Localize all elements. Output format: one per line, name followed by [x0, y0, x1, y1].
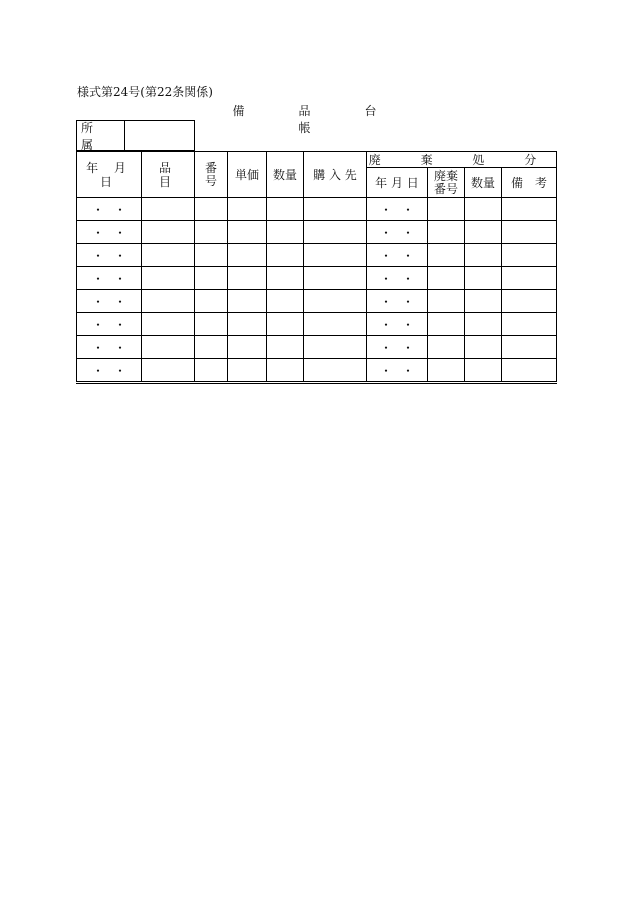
disposal-date-cell[interactable]: [367, 313, 428, 336]
disposal-quantity-cell[interactable]: [465, 198, 502, 221]
date-separators: [375, 364, 419, 378]
remarks-cell[interactable]: [502, 336, 557, 359]
number-cell[interactable]: [195, 313, 228, 336]
vendor-cell[interactable]: [304, 198, 367, 221]
date-separator: ・: [91, 294, 104, 309]
header-disposal-number: [428, 168, 465, 198]
disposal-quantity-cell[interactable]: [465, 359, 502, 383]
item-cell[interactable]: [142, 313, 195, 336]
date-separator: ・: [379, 225, 392, 240]
date-cell[interactable]: [77, 359, 142, 383]
disposal-date-cell[interactable]: [367, 267, 428, 290]
header-disposal-quantity: 数量: [465, 168, 502, 198]
item-cell[interactable]: [142, 359, 195, 383]
header-number-bottom: 号: [204, 173, 217, 188]
quantity-cell[interactable]: [267, 290, 304, 313]
unit-price-cell[interactable]: [228, 359, 267, 383]
date-separator: ・: [401, 317, 414, 332]
affiliation-value-field[interactable]: [125, 121, 194, 150]
header-date: 年 月 日: [77, 152, 142, 198]
table-row: [77, 244, 557, 267]
vendor-cell[interactable]: [304, 244, 367, 267]
affiliation-label: 所 属: [77, 121, 125, 150]
disposal-quantity-cell[interactable]: [465, 244, 502, 267]
header-disposal-number-top: 廃棄: [433, 168, 458, 183]
quantity-cell[interactable]: [267, 313, 304, 336]
date-separator: ・: [379, 294, 392, 309]
date-separator: ・: [379, 317, 392, 332]
number-cell[interactable]: [195, 290, 228, 313]
date-separator: ・: [401, 294, 414, 309]
table-row: [77, 359, 557, 383]
vendor-cell[interactable]: [304, 290, 367, 313]
date-separators: [87, 203, 131, 217]
date-separator: ・: [379, 248, 392, 263]
header-item: 品 目: [142, 152, 195, 198]
number-cell[interactable]: [195, 244, 228, 267]
date-separator: ・: [91, 248, 104, 263]
vendor-cell[interactable]: [304, 313, 367, 336]
disposal-date-cell[interactable]: [367, 244, 428, 267]
date-separator: ・: [91, 363, 104, 378]
disposal-date-cell[interactable]: [367, 359, 428, 383]
form-number: 様式第24号(第22条関係): [77, 85, 213, 99]
disposal-quantity-cell[interactable]: [465, 336, 502, 359]
date-separator: ・: [113, 294, 126, 309]
ledger-body: [77, 198, 557, 383]
disposal-number-cell[interactable]: [428, 267, 465, 290]
header-unit-price: 単価: [228, 152, 267, 198]
date-separators: [87, 341, 131, 355]
date-separators: [87, 295, 131, 309]
date-cell[interactable]: [77, 267, 142, 290]
header-remarks: 備 考: [502, 168, 557, 198]
date-cell[interactable]: [77, 336, 142, 359]
remarks-cell[interactable]: [502, 198, 557, 221]
unit-price-cell[interactable]: [228, 336, 267, 359]
date-separator: ・: [91, 271, 104, 286]
date-separator: ・: [113, 248, 126, 263]
date-separators: [375, 295, 419, 309]
unit-price-cell[interactable]: [228, 290, 267, 313]
number-cell[interactable]: [195, 336, 228, 359]
date-separators: [87, 226, 131, 240]
date-separators: [375, 203, 419, 217]
date-separators: [375, 341, 419, 355]
date-separator: ・: [379, 271, 392, 286]
date-separator: ・: [379, 363, 392, 378]
disposal-number-cell[interactable]: [428, 313, 465, 336]
vendor-cell[interactable]: [304, 267, 367, 290]
date-separator: ・: [113, 271, 126, 286]
item-cell[interactable]: [142, 290, 195, 313]
disposal-quantity-cell[interactable]: [465, 313, 502, 336]
disposal-number-cell[interactable]: [428, 221, 465, 244]
date-separator: ・: [379, 202, 392, 217]
remarks-cell[interactable]: [502, 290, 557, 313]
vendor-cell[interactable]: [304, 336, 367, 359]
date-separator: ・: [113, 225, 126, 240]
date-separator: ・: [379, 340, 392, 355]
table-row: [77, 267, 557, 290]
page-title: 備 品 台 帳: [232, 104, 431, 135]
date-separator: ・: [91, 202, 104, 217]
disposal-number-cell[interactable]: [428, 290, 465, 313]
equipment-ledger-table: [76, 151, 557, 384]
date-separator: ・: [91, 225, 104, 240]
table-row: [77, 221, 557, 244]
date-separators: [87, 364, 131, 378]
table-row: [77, 313, 557, 336]
unit-price-cell[interactable]: [228, 313, 267, 336]
disposal-quantity-cell[interactable]: [465, 267, 502, 290]
affiliation-box: [76, 120, 195, 151]
date-separators: [375, 272, 419, 286]
header-disposal-date: 年 月 日: [367, 168, 428, 198]
remarks-cell[interactable]: [502, 267, 557, 290]
header-number: [195, 152, 228, 198]
item-cell[interactable]: [142, 244, 195, 267]
date-cell[interactable]: [77, 221, 142, 244]
date-separators: [375, 226, 419, 240]
date-cell[interactable]: [77, 198, 142, 221]
vendor-cell[interactable]: [304, 221, 367, 244]
date-separator: ・: [401, 202, 414, 217]
vendor-cell[interactable]: [304, 359, 367, 383]
number-cell[interactable]: [195, 221, 228, 244]
date-separator: ・: [113, 317, 126, 332]
item-cell[interactable]: [142, 221, 195, 244]
date-cell[interactable]: [77, 290, 142, 313]
quantity-cell[interactable]: [267, 221, 304, 244]
header-vendor: 購 入 先: [304, 152, 367, 198]
date-separator: ・: [401, 271, 414, 286]
date-separators: [375, 318, 419, 332]
header-quantity: 数量: [267, 152, 304, 198]
date-separators: [375, 249, 419, 263]
item-cell[interactable]: [142, 336, 195, 359]
quantity-cell[interactable]: [267, 244, 304, 267]
disposal-number-cell[interactable]: [428, 198, 465, 221]
date-separator: ・: [91, 317, 104, 332]
remarks-cell[interactable]: [502, 244, 557, 267]
disposal-date-cell[interactable]: [367, 336, 428, 359]
disposal-number-cell[interactable]: [428, 336, 465, 359]
date-separators: [87, 272, 131, 286]
number-cell[interactable]: [195, 359, 228, 383]
header-disposal: 廃 棄 処 分: [367, 152, 557, 168]
unit-price-cell[interactable]: [228, 198, 267, 221]
header-disposal-number-bottom: 番号: [433, 181, 458, 196]
table-row: [77, 336, 557, 359]
unit-price-cell[interactable]: [228, 221, 267, 244]
disposal-quantity-cell[interactable]: [465, 221, 502, 244]
date-separator: ・: [401, 225, 414, 240]
number-cell[interactable]: [195, 198, 228, 221]
number-cell[interactable]: [195, 267, 228, 290]
item-cell[interactable]: [142, 267, 195, 290]
disposal-number-cell[interactable]: [428, 359, 465, 383]
disposal-quantity-cell[interactable]: [465, 290, 502, 313]
date-separator: ・: [113, 340, 126, 355]
table-row: [77, 198, 557, 221]
quantity-cell[interactable]: [267, 336, 304, 359]
remarks-cell[interactable]: [502, 313, 557, 336]
date-separators: [87, 318, 131, 332]
header-number-top: 番: [204, 160, 217, 175]
remarks-cell[interactable]: [502, 359, 557, 383]
quantity-cell[interactable]: [267, 198, 304, 221]
date-separator: ・: [401, 340, 414, 355]
unit-price-cell[interactable]: [228, 244, 267, 267]
table-row: [77, 290, 557, 313]
date-separator: ・: [113, 363, 126, 378]
item-cell[interactable]: [142, 198, 195, 221]
disposal-number-cell[interactable]: [428, 244, 465, 267]
date-separator: ・: [91, 340, 104, 355]
date-separators: [87, 249, 131, 263]
date-separator: ・: [113, 202, 126, 217]
quantity-cell[interactable]: [267, 267, 304, 290]
disposal-date-cell[interactable]: [367, 290, 428, 313]
date-separator: ・: [401, 363, 414, 378]
disposal-date-cell[interactable]: [367, 198, 428, 221]
disposal-date-cell[interactable]: [367, 221, 428, 244]
quantity-cell[interactable]: [267, 359, 304, 383]
date-cell[interactable]: [77, 313, 142, 336]
remarks-cell[interactable]: [502, 221, 557, 244]
date-separator: ・: [401, 248, 414, 263]
unit-price-cell[interactable]: [228, 267, 267, 290]
date-cell[interactable]: [77, 244, 142, 267]
